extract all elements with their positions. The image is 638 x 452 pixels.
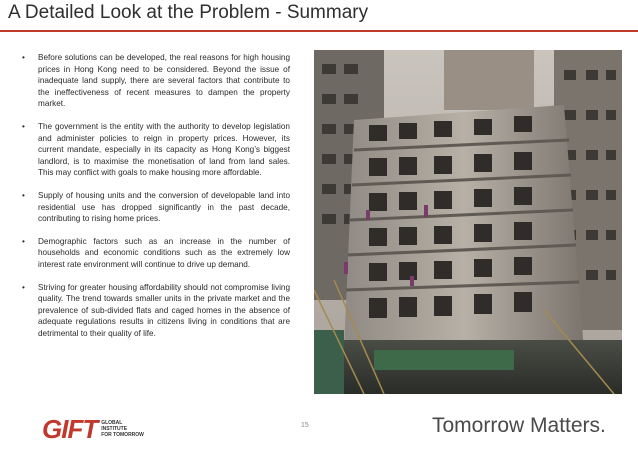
gift-logo: [42, 416, 144, 442]
bullet-item: [22, 236, 290, 271]
bullet-item: [22, 190, 290, 225]
bullet-list: [22, 52, 290, 350]
bullet-marker: •: [22, 236, 25, 246]
bullet-marker: •: [22, 53, 25, 62]
logo-subtitle-line: INSTITUTE: [101, 426, 128, 432]
bullet-marker: •: [22, 190, 25, 200]
page-number: 15: [301, 422, 309, 429]
bullet-text: Supply of housing units and the conversion of developable land into residential use has dropped significantly in the past decade, contributing to rising home prices.: [38, 190, 290, 224]
bullet-text: Before solutions can be developed, the real reasons for high housing prices in Hong Kong need to be considered. Beyond the issue of inadequate land supply, there are several factors that contribute to the ineffectiveness of recent measures to dampen the property market.: [38, 53, 290, 109]
bullet-text: The government is the entity with the authority to develop legislation and administer policies to reign in property prices. However, its current mandate, especially in its capacity as Hong Kong’s biggest landlord, is to maximise the monetisation of land from land sales. This may conflict with goals to make housing more affordable.: [38, 121, 290, 178]
building-photo: [314, 50, 622, 394]
bullet-item: [22, 282, 290, 340]
bullet-marker: •: [22, 121, 25, 131]
title-divider: [0, 30, 638, 32]
bullet-text: Striving for greater housing affordability should not compromise living quality. The trend towards smaller units in the private market and the prevalence of sub-divided flats and caged homes in the absence of adequate regulations results in citizens living in conditions that are detrimental to their quality of life.: [38, 282, 290, 338]
tagline: Tomorrow Matters.: [432, 414, 606, 437]
logo-subtitle-line: FOR TOMORROW: [101, 432, 144, 438]
logo-subtitle-line: GLOBAL: [101, 420, 123, 426]
logo-wordmark: GIFT: [42, 414, 98, 444]
bullet-item: [22, 52, 290, 110]
bullet-text: Demographic factors such as an increase in the number of households and economic conditions such as the extremely low interest rate environment will continue to drive up demand.: [38, 236, 290, 269]
bullet-item: [22, 121, 290, 179]
slide-title: A Detailed Look at the Problem - Summary: [8, 2, 369, 23]
logo-subtitle: [101, 420, 144, 438]
bullet-marker: •: [22, 282, 25, 292]
